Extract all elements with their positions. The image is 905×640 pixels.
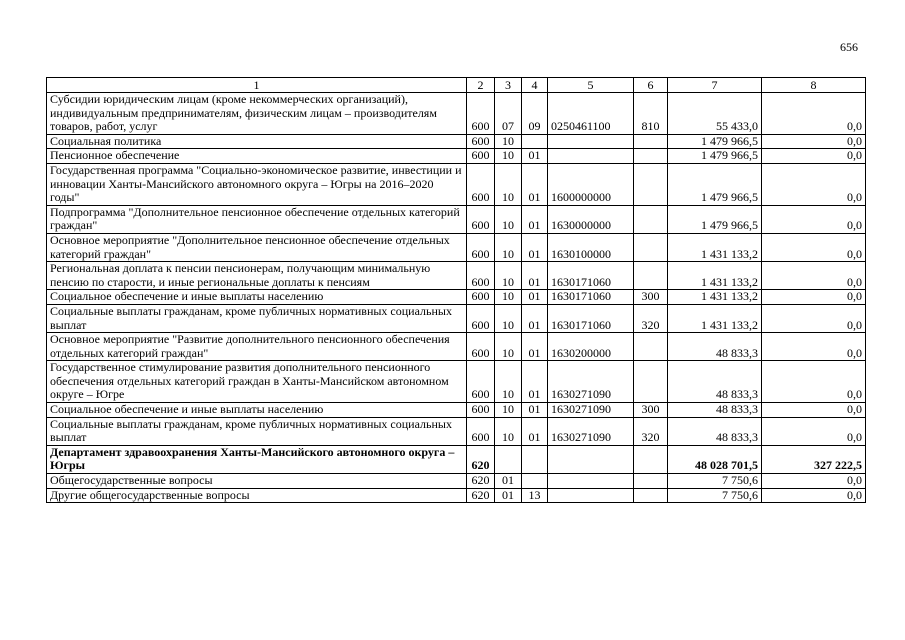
cell-admin-code: 600 [467,262,495,290]
row-name: Государственное стимулирование развития дополнительного пенсионного обеспечения отдельных категорий граждан в Ханты-Мансийском автономном округе – Югре [47,361,467,403]
table-row [47,233,866,261]
cell-target-article [548,474,634,489]
cell-amount-subvention: 0,0 [762,304,866,332]
cell-subsection: 13 [522,488,548,503]
cell-amount-total: 48 833,3 [668,403,762,418]
table-row [47,149,866,164]
row-name: Общегосударственные вопросы [47,474,467,489]
cell-admin-code: 600 [467,163,495,205]
cell-target-article: 1630271090 [548,361,634,403]
cell-section: 10 [495,304,522,332]
cell-admin-code: 600 [467,403,495,418]
cell-target-article [548,149,634,164]
cell-subsection: 09 [522,93,548,135]
column-number-row [47,78,866,93]
cell-amount-total: 55 433,0 [668,93,762,135]
cell-section [495,445,522,473]
cell-amount-subvention: 0,0 [762,93,866,135]
cell-expense-type [634,474,668,489]
cell-amount-total: 7 750,6 [668,488,762,503]
page-number: 656 [840,40,858,54]
cell-amount-subvention: 0,0 [762,361,866,403]
cell-expense-type [634,262,668,290]
cell-expense-type [634,149,668,164]
cell-amount-subvention: 0,0 [762,163,866,205]
row-name: Социальная политика [47,134,467,149]
cell-section: 10 [495,290,522,305]
cell-expense-type [634,361,668,403]
cell-amount-subvention: 0,0 [762,134,866,149]
cell-amount-total: 7 750,6 [668,474,762,489]
cell-admin-code: 600 [467,290,495,305]
column-number: 6 [634,78,668,93]
column-number: 3 [495,78,522,93]
cell-subsection: 01 [522,361,548,403]
table-row [47,93,866,135]
cell-subsection: 01 [522,233,548,261]
cell-subsection [522,474,548,489]
cell-admin-code: 600 [467,417,495,445]
cell-amount-total: 48 833,3 [668,333,762,361]
cell-admin-code: 600 [467,233,495,261]
cell-expense-type [634,134,668,149]
column-number: 7 [668,78,762,93]
cell-amount-subvention: 0,0 [762,262,866,290]
cell-amount-total: 1 431 133,2 [668,304,762,332]
cell-expense-type [634,163,668,205]
table-row [47,488,866,503]
cell-subsection [522,134,548,149]
cell-subsection: 01 [522,262,548,290]
column-number: 2 [467,78,495,93]
cell-amount-total: 48 028 701,5 [668,445,762,473]
cell-subsection [522,445,548,473]
row-name: Подпрограмма "Дополнительное пенсионное обеспечение отдельных категорий граждан" [47,205,467,233]
table-body [47,78,866,503]
table-row [47,333,866,361]
cell-amount-subvention: 327 222,5 [762,445,866,473]
row-name: Департамент здравоохранения Ханты-Мансийского автономного округа – Югры [47,445,467,473]
cell-expense-type: 300 [634,290,668,305]
cell-section: 10 [495,149,522,164]
cell-subsection: 01 [522,205,548,233]
cell-section: 10 [495,205,522,233]
cell-amount-total: 1 479 966,5 [668,163,762,205]
cell-admin-code: 600 [467,205,495,233]
cell-section: 10 [495,262,522,290]
row-name: Основное мероприятие "Дополнительное пенсионное обеспечение отдельных категорий граждан" [47,233,467,261]
table-row [47,304,866,332]
cell-admin-code: 600 [467,93,495,135]
cell-target-article: 1600000000 [548,163,634,205]
row-name: Социальное обеспечение и иные выплаты населению [47,403,467,418]
table-row [47,417,866,445]
table-row [47,163,866,205]
cell-target-article: 1630171060 [548,290,634,305]
cell-target-article: 1630000000 [548,205,634,233]
cell-section: 01 [495,474,522,489]
cell-expense-type [634,445,668,473]
column-number: 8 [762,78,866,93]
cell-target-article: 1630100000 [548,233,634,261]
cell-admin-code: 600 [467,333,495,361]
table-row [47,361,866,403]
row-name: Основное мероприятие "Развитие дополнительного пенсионного обеспечения отдельных категорий граждан" [47,333,467,361]
cell-amount-subvention: 0,0 [762,403,866,418]
row-name: Социальное обеспечение и иные выплаты населению [47,290,467,305]
cell-admin-code: 600 [467,361,495,403]
column-number: 1 [47,78,467,93]
cell-amount-total: 1 431 133,2 [668,262,762,290]
cell-section: 10 [495,233,522,261]
budget-table [46,77,866,503]
cell-section: 07 [495,93,522,135]
cell-amount-subvention: 0,0 [762,417,866,445]
cell-admin-code: 600 [467,149,495,164]
table-row [47,403,866,418]
cell-target-article [548,488,634,503]
cell-subsection: 01 [522,333,548,361]
row-name: Социальные выплаты гражданам, кроме публичных нормативных социальных выплат [47,304,467,332]
cell-section: 10 [495,134,522,149]
row-name: Региональная доплата к пенсии пенсионерам, получающим минимальную пенсию по старости, и иные региональные доплаты к пенсиям [47,262,467,290]
cell-admin-code: 620 [467,474,495,489]
table-row [47,262,866,290]
row-name: Государственная программа "Социально-экономическое развитие, инвестиции и инновации Ханты-Мансийского автономного округа – Югры на 2016–2020 годы" [47,163,467,205]
cell-target-article: 1630271090 [548,417,634,445]
cell-expense-type [634,205,668,233]
cell-admin-code: 600 [467,304,495,332]
cell-section: 10 [495,163,522,205]
cell-section: 10 [495,361,522,403]
row-name: Субсидии юридическим лицам (кроме некоммерческих организаций), индивидуальным предпринимателям, физическим лицам – производителям товаров, работ, услуг [47,93,467,135]
cell-section: 10 [495,333,522,361]
row-name: Другие общегосударственные вопросы [47,488,467,503]
cell-amount-subvention: 0,0 [762,488,866,503]
cell-subsection: 01 [522,403,548,418]
cell-admin-code: 620 [467,488,495,503]
row-name: Пенсионное обеспечение [47,149,467,164]
cell-expense-type: 810 [634,93,668,135]
cell-target-article: 1630200000 [548,333,634,361]
table-row [47,205,866,233]
cell-amount-subvention: 0,0 [762,333,866,361]
cell-amount-total: 1 431 133,2 [668,290,762,305]
cell-subsection: 01 [522,149,548,164]
cell-expense-type [634,333,668,361]
table-row [47,134,866,149]
cell-amount-total: 48 833,3 [668,361,762,403]
column-number: 4 [522,78,548,93]
table-row [47,445,866,473]
table-row [47,290,866,305]
table-row [47,474,866,489]
cell-subsection: 01 [522,290,548,305]
cell-target-article: 0250461100 [548,93,634,135]
cell-amount-subvention: 0,0 [762,290,866,305]
cell-expense-type: 320 [634,417,668,445]
cell-amount-total: 1 479 966,5 [668,205,762,233]
cell-expense-type [634,488,668,503]
cell-target-article: 1630171060 [548,304,634,332]
cell-expense-type: 300 [634,403,668,418]
cell-target-article [548,134,634,149]
cell-subsection: 01 [522,163,548,205]
cell-target-article [548,445,634,473]
row-name: Социальные выплаты гражданам, кроме публичных нормативных социальных выплат [47,417,467,445]
cell-target-article: 1630171060 [548,262,634,290]
column-number: 5 [548,78,634,93]
cell-section: 01 [495,488,522,503]
cell-target-article: 1630271090 [548,403,634,418]
cell-amount-subvention: 0,0 [762,233,866,261]
cell-admin-code: 620 [467,445,495,473]
cell-amount-total: 1 431 133,2 [668,233,762,261]
cell-section: 10 [495,417,522,445]
cell-amount-subvention: 0,0 [762,474,866,489]
cell-subsection: 01 [522,417,548,445]
cell-section: 10 [495,403,522,418]
cell-expense-type: 320 [634,304,668,332]
cell-amount-subvention: 0,0 [762,149,866,164]
cell-amount-total: 1 479 966,5 [668,134,762,149]
cell-amount-total: 1 479 966,5 [668,149,762,164]
cell-expense-type [634,233,668,261]
cell-amount-subvention: 0,0 [762,205,866,233]
cell-admin-code: 600 [467,134,495,149]
cell-amount-total: 48 833,3 [668,417,762,445]
cell-subsection: 01 [522,304,548,332]
